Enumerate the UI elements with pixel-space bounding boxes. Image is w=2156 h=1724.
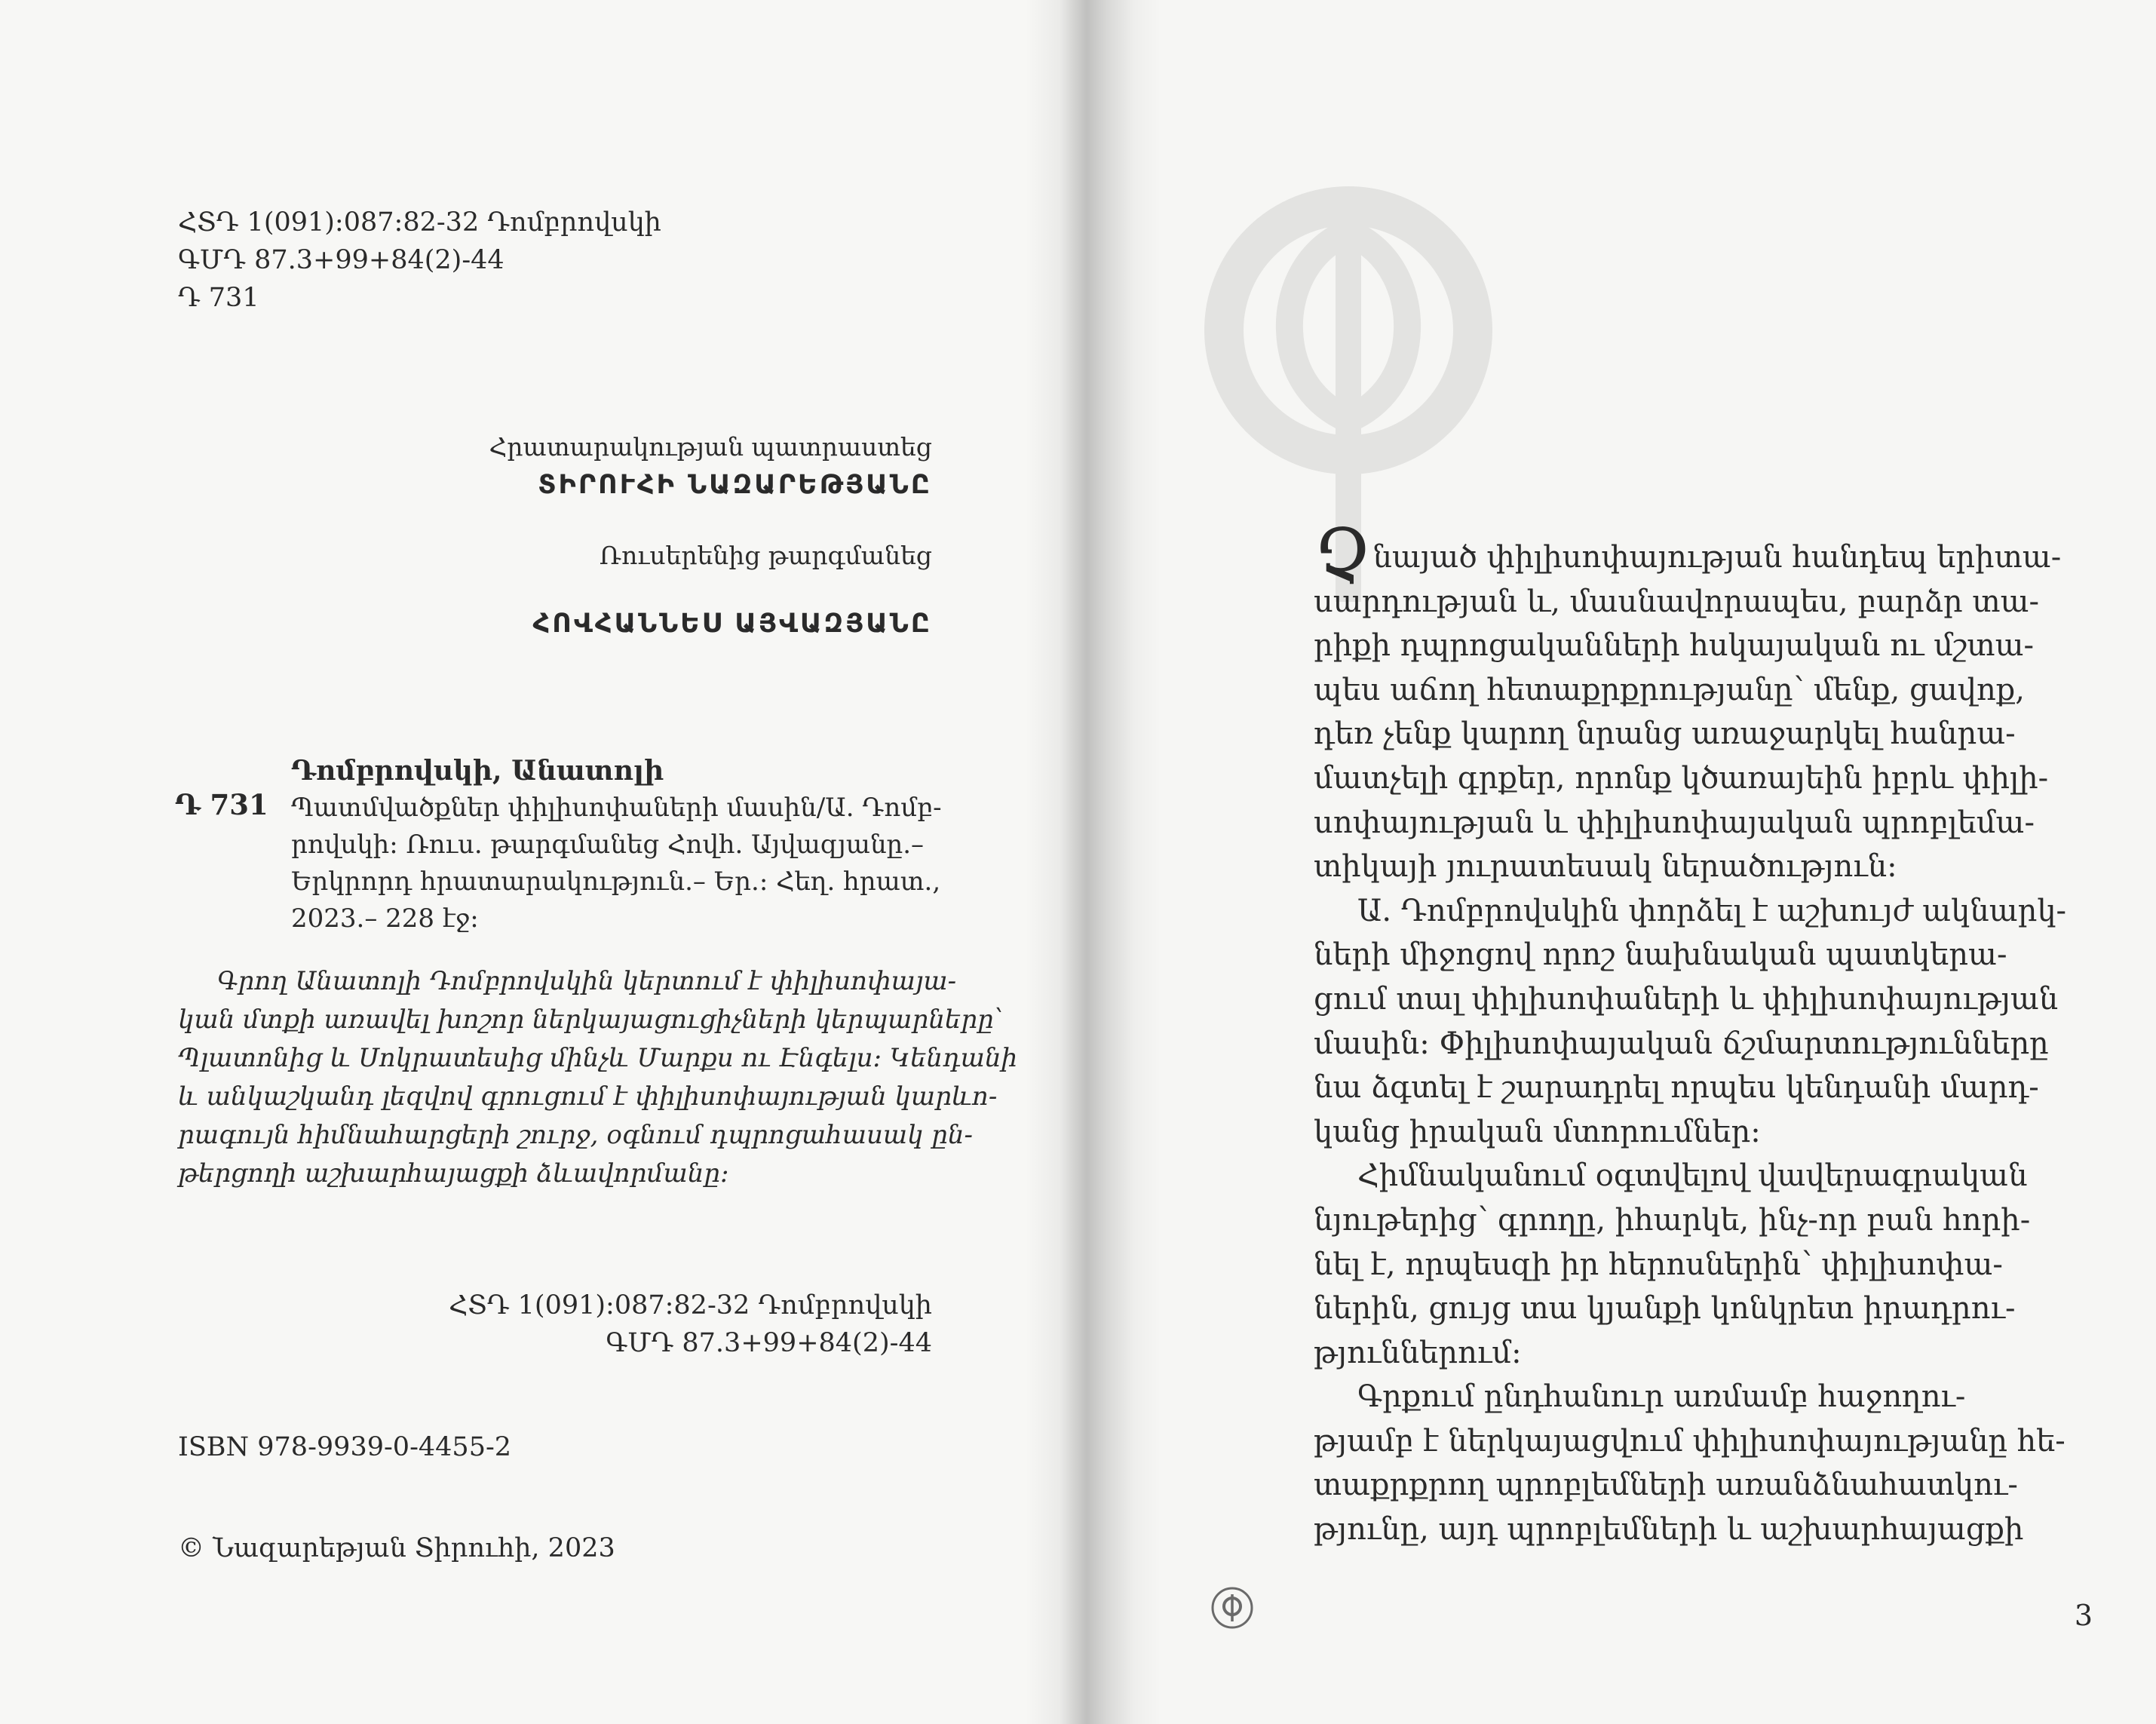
text-line: Գրքում ընդհանուր առմամբ հաջողու- [1357, 1379, 1966, 1415]
text-line: թյուններում: [1314, 1335, 1522, 1370]
text-line: պես աճող հետաքրքրությանը՝ մենք, ցավոք, [1314, 672, 2025, 707]
annotation-line: րագույն հիմնահարցերի շուրջ, օգնում դպրոցահասակ ըն- [178, 1120, 973, 1150]
annotation-line: կան մտքի առավել խոշոր ներկայացուցիչների կերպարները՝ [178, 1005, 1004, 1035]
right-page [1069, 0, 2156, 1724]
annotation-line: Պլատոնից և Սոկրատեսից մինչև Մարքս ու Էնգելս: Կենդանի [178, 1043, 1018, 1073]
annotation-line: Գրող Անատոլի Դոմբրովսկին կերտում է փիլիսոփայա- [217, 966, 957, 996]
translator-label: Ռուսերենից թարգմանեց [599, 541, 932, 570]
bibliographic-author: Դոմբրովսկի, Անատոլի [291, 755, 664, 787]
main-text [1314, 514, 2067, 1552]
text-line: տաքրքրող պրոբլեմների առանձնահատկու- [1314, 1468, 2018, 1503]
annotation-line: թերցողի աշխարհայացքի ձևավորմանը: [178, 1158, 729, 1189]
catalog-code-author-mark: Դ 731 [178, 283, 259, 313]
text-line: ներին, ցույց տա կյանքի կոնկրետ իրադրու- [1314, 1291, 2016, 1327]
text-line: սարդության և, մասնավորապես, բարձր տա- [1314, 584, 2040, 619]
page-number: 3 [2074, 1599, 2093, 1632]
bibliographic-line: 2023.– 228 էջ: [291, 903, 479, 934]
bibliographic-code: Դ 731 [175, 788, 268, 821]
bibliographic-record [291, 752, 940, 937]
catalog-code-bbk: ԳՄԴ 87.3+99+84(2)-44 [178, 245, 504, 275]
credits [489, 428, 932, 643]
drop-cap: Չ [1314, 514, 1372, 598]
catalog-codes [178, 204, 661, 317]
text-line: ների միջոցով որոշ նախնական պատկերա- [1314, 937, 2007, 973]
bibliographic-line: Պատմվածքներ փիլիսոփաների մասին/Ա. Դոմբ- [291, 793, 942, 823]
publisher-name: ՏԻՐՈՒՀԻ ՆԱԶԱՐԵԹՅԱՆԸ [538, 470, 932, 500]
publisher-label: Հրատարակության պատրաստեց [489, 432, 932, 462]
bottom-code-bbk: ԳՄԴ 87.3+99+84(2)-44 [606, 1328, 932, 1358]
bottom-catalog-codes [449, 1287, 932, 1362]
text-line: դեռ չենք կարող նրանց առաջարկել հանրա- [1314, 716, 2016, 752]
text-line: Ա. Դոմբրովսկին փորձել է աշխույժ ակնարկ- [1357, 893, 2067, 928]
text-line: թյունը, այդ պրոբլեմների և աշխարհայացքի [1314, 1512, 2024, 1548]
text-line: թյամբ է ներկայացվում փիլիսոփայությանը հե- [1314, 1423, 2066, 1459]
text-line: կանց իրական մտորումներ: [1314, 1114, 1761, 1149]
bottom-code-udc: ՀՏԴ 1(091):087:82-32 Դոմբրովսկի [449, 1290, 932, 1321]
left-page [0, 0, 1069, 1724]
bibliographic-line: Երկրորդ հրատարակություն.– Եր.: Հեղ. հրատ., [291, 867, 941, 897]
text-line: նա ձգտել է շարադրել որպես կենդանի մարդ- [1314, 1070, 2039, 1106]
text-line: ցում տալ փիլիսոփաների և փիլիսոփայության [1314, 981, 2059, 1017]
text-line: նյութերից՝ գրողը, իհարկե, ինչ-որ բան հորի- [1314, 1202, 2031, 1238]
phi-logo-icon [1210, 1585, 1255, 1630]
annotation-line: և անկաշկանդ լեզվով գրուցում է փիլիսոփայության կարևո- [178, 1081, 998, 1112]
copyright: © Նազարեթյան Տիրուհի, 2023 [178, 1533, 615, 1563]
text-line: սոփայության և փիլիսոփայական պրոբլեմա- [1314, 805, 2035, 840]
catalog-code-udc: ՀՏԴ 1(091):087:82-32 Դոմբրովսկի [178, 207, 661, 238]
text-line: րիքի դպրոցականների հսկայական ու մշտա- [1314, 628, 2035, 664]
text-line: Հիմնականում օգտվելով վավերագրական [1357, 1158, 2028, 1194]
isbn: ISBN 978-9939-0-4455-2 [178, 1432, 512, 1462]
text-line: տիկայի յուրատեսակ ներածություն: [1314, 849, 1897, 885]
text-line: նել է, որպեսզի իր հերոսներին՝ փիլիսոփա- [1314, 1247, 2003, 1282]
annotation [178, 962, 1018, 1193]
translator-name: ՀՈՎՀԱՆՆԵՍ ԱՅՎԱԶՅԱՆԸ [532, 609, 932, 639]
text-line: մատչելի գրքեր, որոնք կծառայեին իբրև փիլի- [1314, 760, 2049, 796]
bibliographic-line: րովսկի: Ռուս. թարգմանեց Հովհ. Այվազյանը.– [291, 830, 925, 860]
text-line: Չնայած փիլիսոփայության հանդեպ երիտա- [1314, 514, 2062, 598]
text-line: մասին: Փիլիսոփայական ճշմարտությունները [1314, 1026, 2049, 1061]
